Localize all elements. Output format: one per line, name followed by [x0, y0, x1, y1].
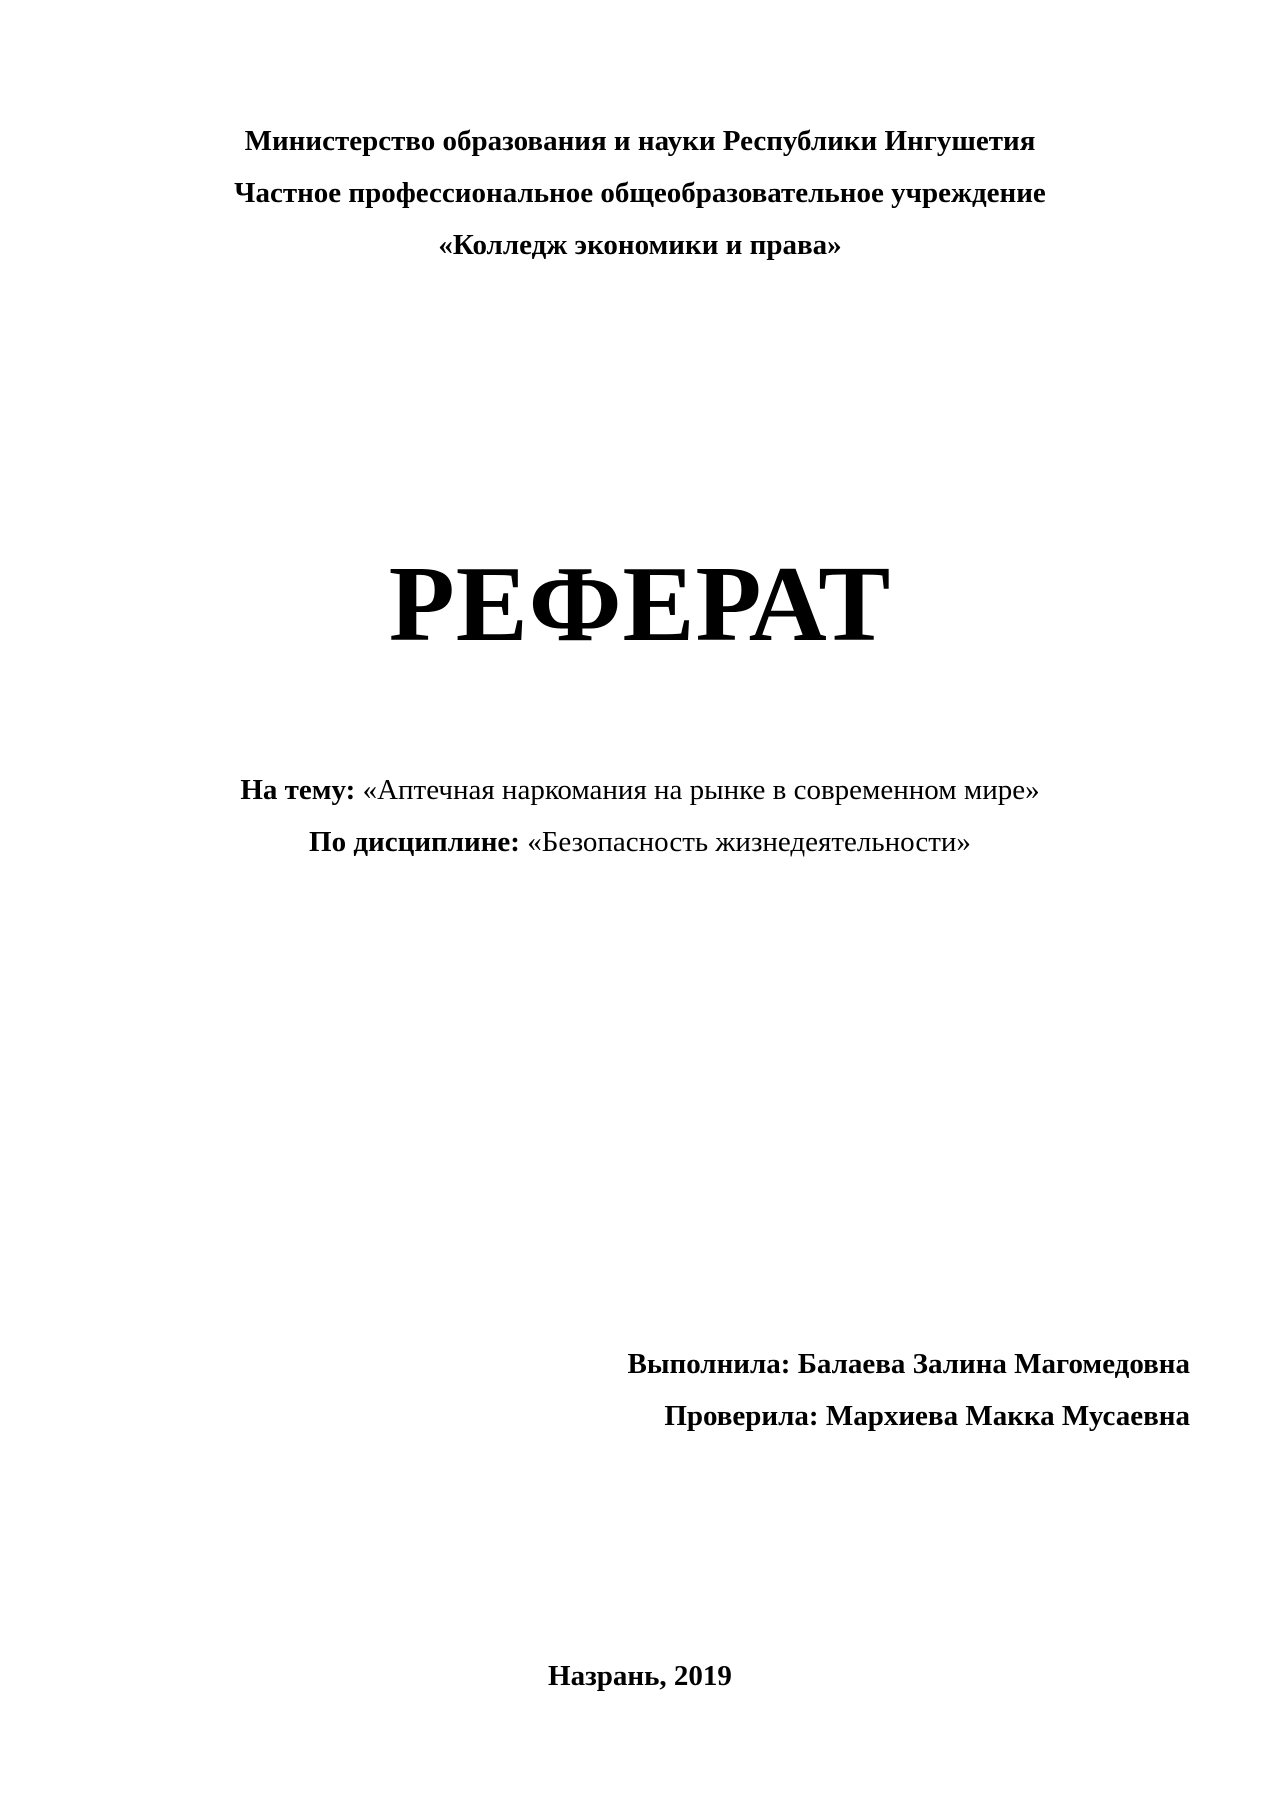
- topic-value: «Аптечная наркомания на рынке в современном мире»: [355, 774, 1040, 806]
- checker-name: Мархиева Макка Мусаевна: [818, 1400, 1190, 1432]
- checker-label: Проверила:: [664, 1400, 819, 1432]
- ministry-heading: Министерство образования и науки Республики Ингушетия: [244, 125, 1036, 157]
- discipline-value: «Безопасность жизнедеятельности»: [519, 826, 971, 858]
- author-line: [628, 1346, 1191, 1382]
- institution-heading: Частное профессиональное общеобразовательное учреждение: [234, 177, 1046, 209]
- topic-line: [0, 772, 1280, 808]
- city-year: Назрань, 2019: [548, 1660, 732, 1692]
- topic-label: На тему:: [240, 774, 356, 806]
- checker-line: [664, 1398, 1190, 1434]
- discipline-label: По дисциплине:: [309, 826, 520, 858]
- author-label: Выполнила:: [627, 1348, 791, 1380]
- document-title: РЕФЕРАТ: [388, 545, 892, 664]
- author-name: Балаева Залина Магомедовна: [790, 1348, 1190, 1380]
- college-heading: «Колледж экономики и права»: [438, 229, 842, 261]
- discipline-line: [0, 824, 1280, 860]
